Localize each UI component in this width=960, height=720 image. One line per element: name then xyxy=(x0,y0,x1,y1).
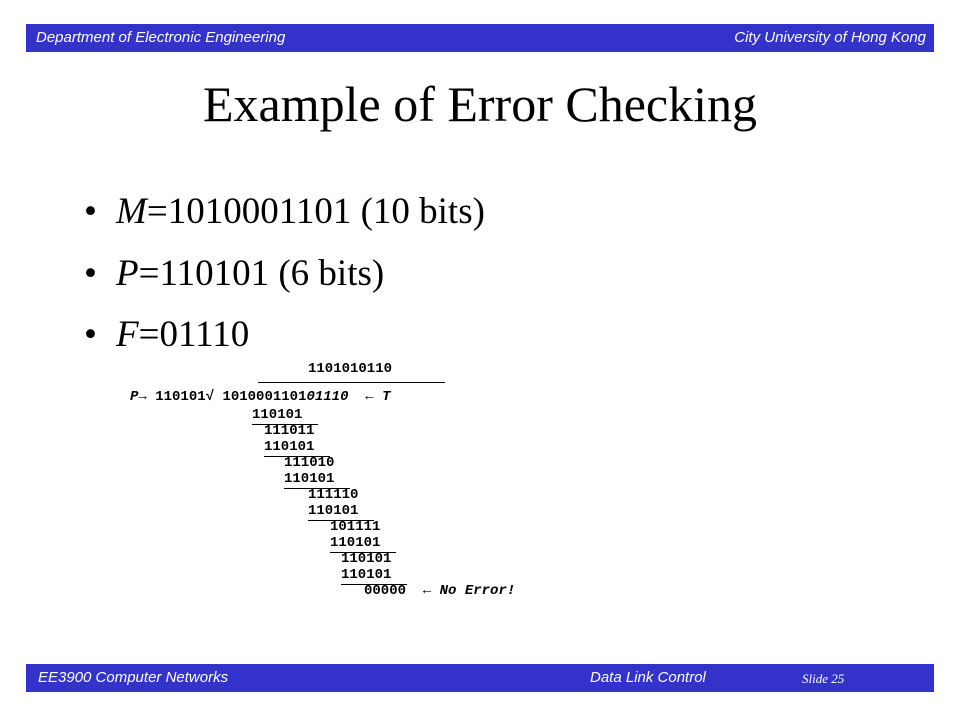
department-label: Department of Electronic Engineering xyxy=(36,29,286,46)
bullet-var: M xyxy=(116,191,147,232)
step-row: 101111 xyxy=(330,519,381,535)
divisor-label: P xyxy=(130,389,139,405)
slide-number: Slide 25 xyxy=(802,671,845,686)
arrow-left-icon: ← xyxy=(422,583,432,599)
step-row: 110101 xyxy=(264,439,315,455)
step-row: 110101 xyxy=(284,471,335,487)
bullet-dot: • xyxy=(84,314,97,355)
step-row: 111110 xyxy=(308,487,359,503)
divisor-row xyxy=(130,389,391,405)
university-label: City University of Hong Kong xyxy=(734,29,926,46)
bullet-var: P xyxy=(116,253,139,294)
no-error-label: No Error! xyxy=(439,583,516,599)
course-label: EE3900 Computer Networks xyxy=(38,669,229,686)
remainder: 00000 xyxy=(364,583,407,599)
header-bar xyxy=(26,24,934,52)
dividend: 1010001101 xyxy=(222,389,307,405)
bullet-text: =01110 xyxy=(138,314,250,355)
step-row: 111010 xyxy=(284,455,335,471)
step-row: 110101 xyxy=(341,551,392,567)
arrow-left-icon: ← xyxy=(365,389,374,405)
bullet-dot: • xyxy=(84,191,97,232)
step-row: 110101 xyxy=(252,407,303,423)
dividend-fcs: 01110 xyxy=(306,389,349,405)
slide-title: Example of Error Checking xyxy=(203,76,757,132)
step-row: 111011 xyxy=(264,423,315,439)
bullet-message xyxy=(84,190,485,233)
bullet-var: F xyxy=(116,314,139,355)
bullet-fcs xyxy=(84,313,249,356)
topic-label: Data Link Control xyxy=(590,669,706,686)
t-label: T xyxy=(382,389,391,405)
remainder-row xyxy=(364,583,515,599)
step-row: 110101 xyxy=(330,535,381,551)
step-row: 110101 xyxy=(308,503,359,519)
sqrt-icon: √ xyxy=(205,389,215,405)
bullet-text: =1010001101 (10 bits) xyxy=(146,191,485,232)
division-bar xyxy=(258,382,445,383)
divisor: 110101 xyxy=(155,389,206,405)
arrow-right-icon: → xyxy=(138,389,147,405)
bullet-pattern xyxy=(84,252,384,295)
quotient: 1101010110 xyxy=(308,361,393,377)
bullet-text: =110101 (6 bits) xyxy=(138,253,385,294)
bullet-dot: • xyxy=(84,253,97,294)
footer-bar xyxy=(26,664,934,692)
step-row: 110101 xyxy=(341,567,392,583)
